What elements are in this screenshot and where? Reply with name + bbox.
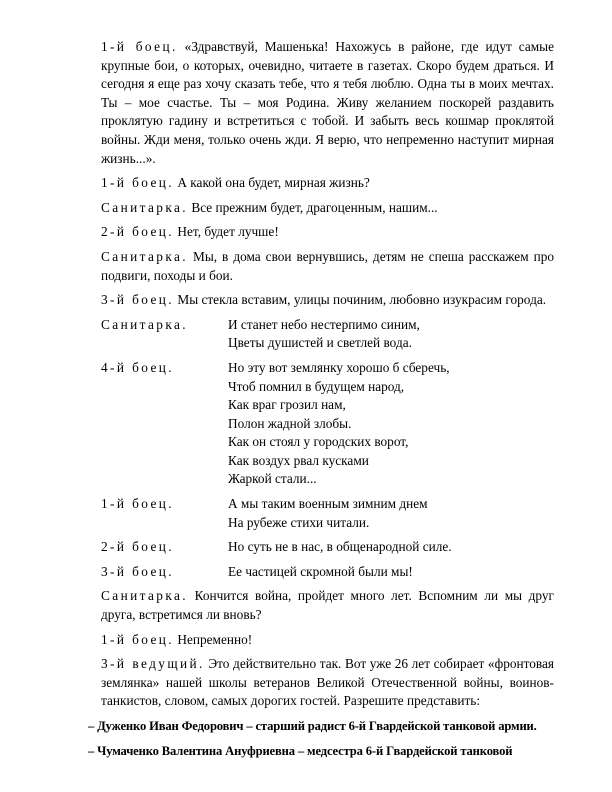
verse-lines [228, 563, 554, 582]
speaker-label: Санитарка. [101, 248, 189, 264]
verse-block [101, 538, 554, 557]
verse-line: На рубеже стихи читали. [228, 514, 370, 530]
dialogue-line [101, 248, 554, 285]
line-text: Все прежним будет, драгоценным, нашим... [191, 199, 438, 215]
speaker-label: Санитарка. [101, 588, 189, 604]
line-text: Мы стекла вставим, улицы починим, любовно изукрасим города. [177, 292, 547, 308]
speaker-label: Санитарка. [101, 199, 189, 215]
verse-block [101, 563, 554, 582]
line-text: Нет, будет лучше! [177, 224, 279, 240]
verse-line: И станет небо нестерпимо синим, [228, 316, 420, 332]
verse-line: Как воздух рвал кусками [228, 452, 369, 468]
speaker-label: Санитарка. [101, 316, 189, 332]
verse-lines [228, 538, 554, 557]
veteran-entry: – Дуженко Иван Федорович – старший радист 6-й Гвардейской танковой армии. [88, 719, 537, 733]
line-text: Это действительно так. Вот уже 26 лет собирает «фронтовая землянка» нашей школы ветеранов Великой Отечественной войны, воинов-танкистов, словом, самых дорогих гостей. Разрешите представить: [101, 656, 555, 709]
dialogue-line [101, 223, 554, 242]
speaker-label: 4-й боец. [101, 359, 175, 375]
dialogue-line [101, 174, 554, 193]
dialogue-line [101, 631, 554, 650]
speaker-label: 3-й ведущий. [101, 656, 205, 672]
verse-lines [228, 316, 554, 353]
speaker-label: 2-й боец. [101, 224, 175, 240]
dialogue-line [101, 291, 554, 310]
verse-block [101, 495, 554, 532]
page-content [88, 38, 555, 766]
verse-line: Полон жадной злобы. [228, 415, 352, 431]
verse-line: Как он стоял у городских ворот, [228, 434, 409, 450]
letter-text: «Здравствуй, Машенька! Нахожусь в районе, где идут самые крупные бои, о которых, очевидно, читаете в газетах. Скоро будем драться. И сегодня я еще раз хочу сказать тебе, что я тебя люблю. Одна ты в моих мечтах. Ты – мое счастье. Ты – моя Родина. Живу желанием поскорей раздавить проклятую гадину и встретиться с тобой. И забыть весь кошмар проклятой войны. Жди меня, только очень жди. Я верю, что непременно наступит мирная жизнь...». [101, 39, 554, 166]
dialogue-line [101, 587, 554, 624]
line-text: Кончится война, пройдет много лет. Вспомним ли мы друг друга, встретимся ли вновь? [101, 588, 554, 623]
verse-line: Но эту вот землянку хорошо б сберечь, [228, 359, 450, 375]
verse-lines [228, 359, 554, 489]
line-text: Мы, в дома свои вернувшись, детям не спеша расскажем про подвиги, походы и бои. [101, 248, 554, 283]
speaker-label: 1-й боец. [101, 39, 178, 54]
verse-line: Цветы душистей и светлей вода. [228, 335, 412, 351]
speaker-label: 1-й боец. [101, 496, 175, 512]
verse-line: Жаркой стали... [228, 471, 317, 487]
veteran-entry: – Чумаченко Валентина Ануфриевна – медсестра 6-й Гвардейской танковой [88, 743, 513, 758]
speaker-label: 1-й боец. [101, 175, 175, 191]
verse-line: А мы таким военным зимним днем [228, 496, 428, 512]
line-text: А какой она будет, мирная жизнь? [177, 175, 370, 191]
speaker-label: 2-й боец. [101, 539, 175, 555]
verse-block [101, 316, 554, 353]
verse-line: Чтоб помнил в будущем народ, [228, 378, 405, 394]
line-text: Непременно! [177, 631, 253, 647]
speaker-label: 3-й боец. [101, 292, 175, 308]
speaker-label: 3-й боец. [101, 563, 175, 579]
letter-paragraph [101, 38, 554, 168]
verse-block [101, 359, 554, 489]
speaker-label: 1-й боец. [101, 631, 175, 647]
verse-lines [228, 495, 554, 532]
verse-line: Но суть не в нас, в общенародной силе. [228, 539, 452, 555]
verse-line: Ее частицей скромной были мы! [228, 563, 413, 579]
verse-line: Как враг грозил нам, [228, 397, 346, 413]
dialogue-line [101, 655, 554, 711]
dialogue-line [101, 199, 554, 218]
